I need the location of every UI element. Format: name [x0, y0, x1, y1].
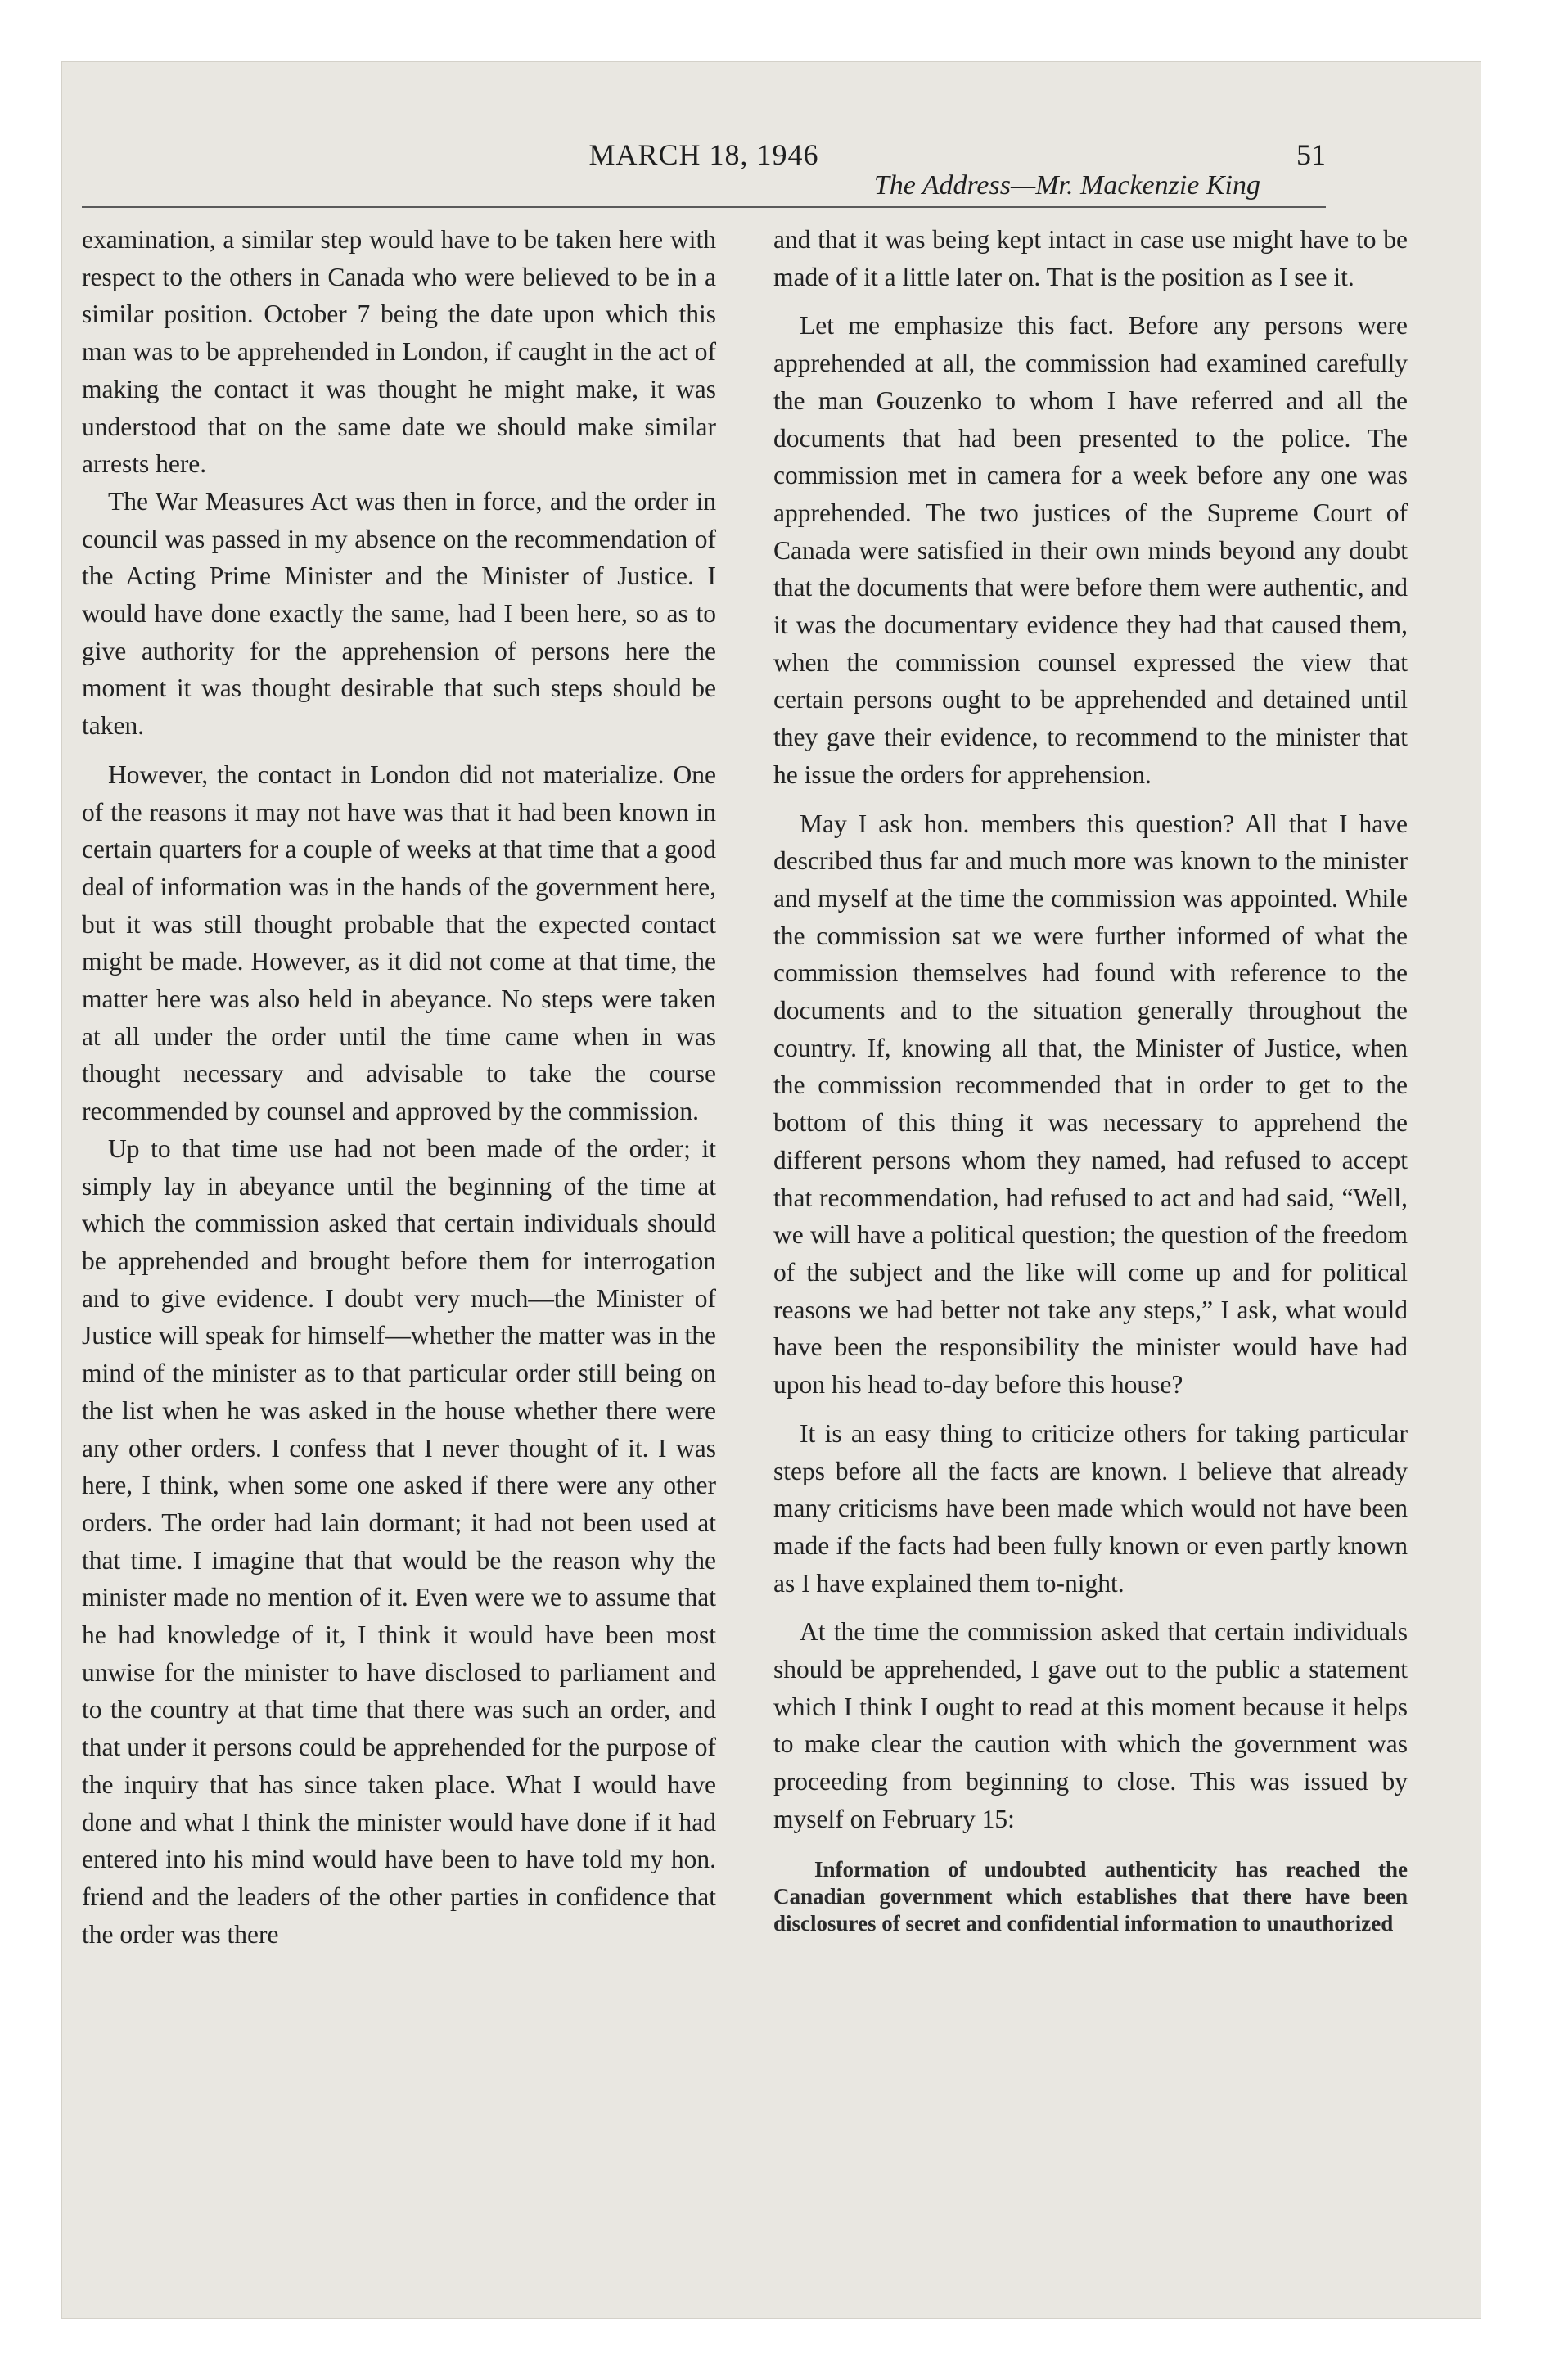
paragraph: However, the contact in London did not materialize. One of the reasons it may not have was that it had been known in certain quarters for a couple of weeks at that time that a good deal of information was in the hands of the government here, but it was still thought probable that the expected contact might be made. However, as it did not come at that time, the matter here was also held in abeyance. No steps were taken at all under the order until the time came when in was thought necessary and advisable to take the course recommended by counsel and approved by the commission. [82, 760, 716, 1126]
header-rule [82, 206, 1326, 208]
page-number: 51 [1296, 138, 1326, 171]
right-column [773, 221, 1408, 1937]
paragraph: The War Measures Act was then in force, and the order in council was passed in my absence on the recommendation of the Acting Prime Minister and the Minister of Justice. I would have done exactly the same, had I been here, so as to give authority for the apprehension of persons here the moment it was thought desirable that such steps should be taken. [82, 486, 716, 741]
paragraph: examination, a similar step would have to be taken here with respect to the others in Canada who were believed to be in a similar position. October 7 being the date upon which this man was to be apprehended in London, if caught in the act of making the contact it was thought he might make, it was understood that on the same date we should make similar arrests here. [82, 225, 716, 479]
paragraph: Up to that time use had not been made of the order; it simply lay in abeyance until the beginning of the time at which the commission asked that certain individuals should be apprehended and brought before them for interrogation and to give evidence. I doubt very much—the Minister of Justice will speak for himself—whether the matter was in the mind of the minister as to that particular order still being on the list when he was asked in the house whether there were any other orders. I confess that I never thought of it. I was here, I think, when some one asked if there were any other orders. The order had lain dormant; it had not been used at that time. I imagine that that would be the reason why the minister made no mention of it. Even were we to assume that he had knowledge of it, I think it would have been most unwise for the minister to have disclosed to parliament and to the country at that time that there was such an order, and that under it persons could be apprehended for the purpose of the inquiry that has since taken place. What I would have done and what I think the minister would have done if it had entered into his mind would have been to have told my hon. friend and the leaders of the other parties in confidence that the order was there [82, 1134, 716, 1949]
paragraph: It is an easy thing to criticize others for taking particular steps before all the facts are known. I believe that already many criticisms have been made which would not have been made if the facts had been fully known or even partly known as I have explained them to-night. [773, 1418, 1408, 1598]
block-quote: Information of undoubted authenticity has reached the Canadian government which establishes that there have been disclosures of secret and confidential information to unauthorized [773, 1856, 1408, 1936]
header-date: MARCH 18, 1946 [588, 138, 819, 171]
paragraph: May I ask hon. members this question? All that I have described thus far and much more was known to the minister and myself at the time the commission was appointed. While the commission sat we were further informed of what the commission themselves had found with reference to the documents and to the situation generally throughout the country. If, knowing all that, the Minister of Justice, when the commission recommended that in order to get to the bottom of this thing it was necessary to apprehend the different persons whom they named, had refused to accept that recommendation, had refused to act and had said, “Well, we will have a political question; the question of the freedom of the subject and the like will come up and for political reasons we had better not take any steps,” I ask, what would have been the responsibility the minister would have had upon his head to-day before this house? [773, 809, 1408, 1400]
paragraph: At the time the commission asked that certain individuals should be apprehended, I gave out to the public a statement which I think I ought to read at this moment because it helps to make clear the caution with which the government was proceeding from beginning to close. This was issued by myself on February 15: [773, 1617, 1408, 1833]
left-column [82, 221, 716, 1953]
paragraph: and that it was being kept intact in case use might have to be made of it a little later on. That is the position as I see it. [773, 225, 1408, 291]
running-title: The Address—Mr. Mackenzie King [873, 170, 1260, 201]
page-header [82, 82, 1326, 201]
paragraph: Let me emphasize this fact. Before any persons were apprehended at all, the commission had examined carefully the man Gouzenko to whom I have referred and all the documents that had been presented to the police. The commission met in camera for a week before any one was apprehended. The two justices of the Supreme Court of Canada were satisfied in their own minds beyond any doubt that the documents that were before them were authentic, and it was the documentary evidence they had that caused them, when the commission counsel expressed the view that certain persons ought to be apprehended and detained until they gave their evidence, to recommend to the minister that he issue the orders for apprehension. [773, 311, 1408, 789]
